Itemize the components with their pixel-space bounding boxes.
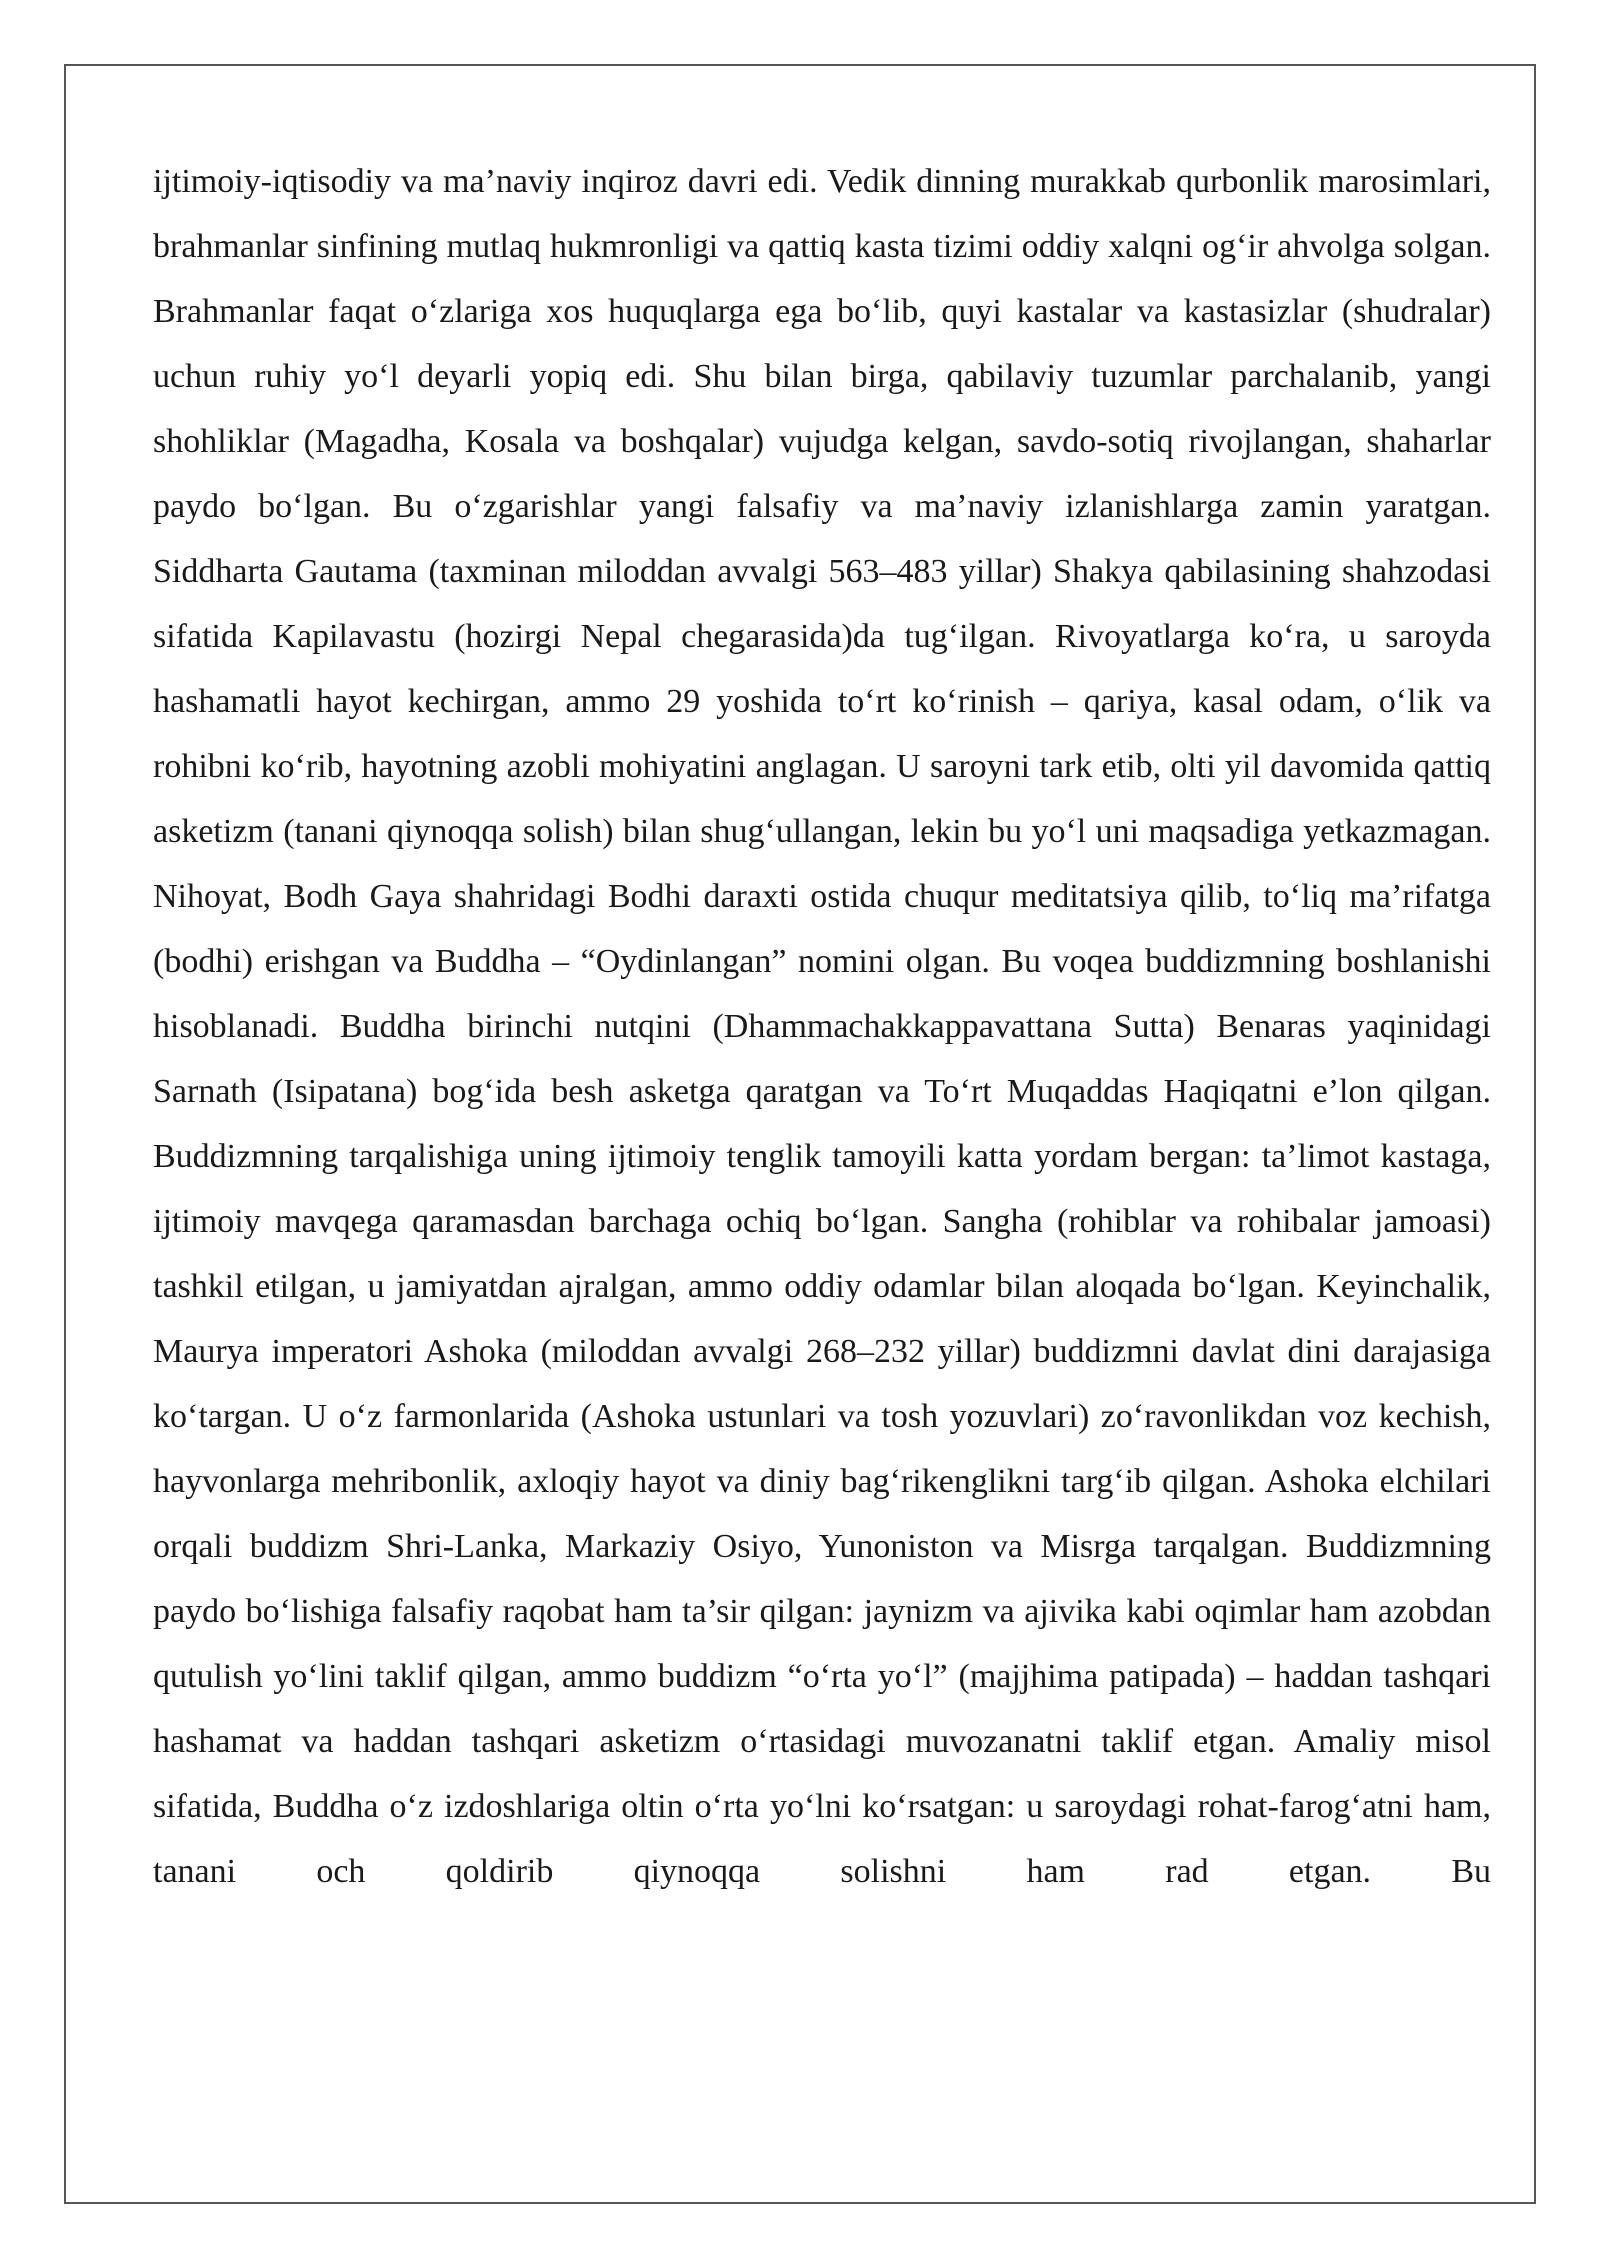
- body-paragraph: ijtimoiy-iqtisodiy va ma’naviy inqiroz davri edi. Vedik dinning murakkab qurbonlik marosimlari, brahmanlar sinfining mutlaq hukmronligi va qattiq kasta tizimi oddiy xalqni og‘ir ahvolga solgan. Brahmanlar faqat o‘zlariga xos huquqlarga ega bo‘lib, quyi kastalar va kastasizlar (shudralar) uchun ruhiy yo‘l deyarli yopiq edi. Shu bilan birga, qabilaviy tuzumlar parchalanib, yangi shohliklar (Magadha, Kosala va boshqalar) vujudga kelgan, savdo-sotiq rivojlangan, shaharlar paydo bo‘lgan. Bu o‘zgarishlar yangi falsafiy va ma’naviy izlanishlarga zamin yaratgan. Siddharta Gautama (taxminan miloddan avvalgi 563–483 yillar) Shakya qabilasining shahzodasi sifatida Kapilavastu (hozirgi Nepal chegarasida)da tug‘ilgan. Rivoyatlarga ko‘ra, u saroyda hashamatli hayot kechirgan, ammo 29 yoshida to‘rt ko‘rinish – qariya, kasal odam, o‘lik va rohibni ko‘rib, hayotning azobli mohiyatini anglagan. U saroyni tark etib, olti yil davomida qattiq asketizm (tanani qiynoqqa solish) bilan shug‘ullangan, lekin bu yo‘l uni maqsadiga yetkazmagan. Nihoyat, Bodh Gaya shahridagi Bodhi daraxti ostida chuqur meditatsiya qilib, to‘liq ma’rifatga (bodhi) erishgan va Buddha – “Oydinlangan” nomini olgan. Bu voqea buddizmning boshlanishi hisoblanadi. Buddha birinchi nutqini (Dhammachakkappavattana Sutta) Benaras yaqinidagi Sarnath (Isipatana) bog‘ida besh asketga qaratgan va To‘rt Muqaddas Haqiqatni e’lon qilgan. Buddizmning tarqalishiga uning ijtimoiy tenglik tamoyili katta yordam bergan: ta’limot kastaga, ijtimoiy mavqega qaramasdan barchaga ochiq bo‘lgan. Sangha (rohiblar va rohibalar jamoasi) tashkil etilgan, u jamiyatdan ajralgan, ammo oddiy odamlar bilan aloqada bo‘lgan. Keyinchalik, Maurya imperatori Ashoka (miloddan avvalgi 268–232 yillar) buddizmni davlat dini darajasiga ko‘targan. U o‘z farmonlarida (Ashoka ustunlari va tosh yozuvlari) zo‘ravonlikdan voz kechish, hayvonlarga mehribonlik, axloqiy hayot va diniy bag‘rikenglikni targ‘ib qilgan. Ashoka elchilari orqali buddizm Shri-Lanka, Markaziy Osiyo, Yunoniston va Misrga tarqalgan. Buddizmning paydo bo‘lishiga falsafiy raqobat ham ta’sir qilgan: jaynizm va ajivika kabi oqimlar ham azobdan qutulish yo‘lini taklif qilgan, ammo buddizm “o‘rta yo‘l” (majjhima patipada) – haddan tashqari hashamat va haddan tashqari asketizm o‘rtasidagi muvozanatni taklif etgan. Amaliy misol sifatida, Buddha o‘z izdoshlariga oltin o‘rta yo‘lni ko‘rsatgan: u saroydagi rohat-farog‘atni ham, tanani och qoldirib qiynoqqa solishni ham rad etgan. Bu: [153, 163, 1491, 1890]
